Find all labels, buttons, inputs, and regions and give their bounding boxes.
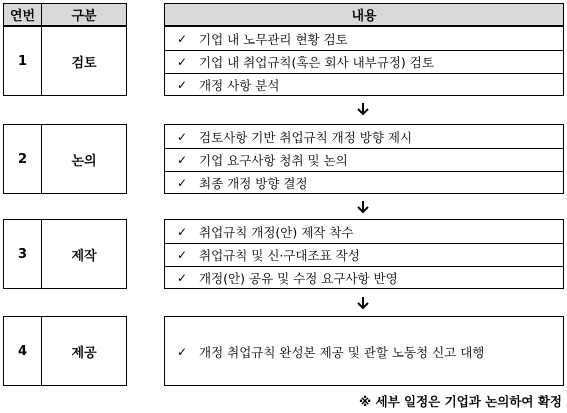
- check-icon: ✓: [177, 176, 188, 190]
- list-item: [165, 50, 563, 73]
- list-item: [165, 220, 563, 243]
- step-number: 1: [4, 27, 42, 95]
- step-2-left: [3, 124, 127, 194]
- table-header-right: [164, 3, 564, 26]
- step-number: 3: [4, 220, 42, 288]
- check-icon: ✓: [177, 55, 188, 69]
- step-number: 4: [4, 317, 42, 385]
- check-icon: ✓: [177, 248, 188, 262]
- list-item: [165, 340, 563, 363]
- check-icon: ✓: [177, 224, 188, 239]
- header-category: 구분: [42, 4, 126, 25]
- table-header-left: [3, 3, 127, 26]
- step-4-left: [3, 316, 127, 386]
- item-text: 기업 요구사항 청취 및 논의: [199, 153, 348, 168]
- step-category: 논의: [71, 153, 97, 169]
- footnote: ※ 세부 일정은 기업과 논의하여 확정: [359, 394, 562, 409]
- step-1-left: [3, 26, 127, 96]
- item-text: 개정 사항 분석: [199, 78, 280, 93]
- item-text: 기업 내 취업규칙(혹은 회사 내부규정) 검토: [199, 55, 434, 70]
- step-2-content: [164, 124, 564, 194]
- step-4-content: [164, 316, 564, 386]
- arrow-down-icon: [356, 200, 370, 214]
- list-item: [165, 148, 563, 171]
- list-item: [165, 171, 563, 194]
- item-text: 기업 내 노무관리 현황 검토: [199, 31, 348, 47]
- check-icon: ✓: [177, 344, 188, 359]
- list-item: [165, 73, 563, 96]
- step-number: 2: [4, 125, 42, 193]
- check-icon: ✓: [177, 129, 188, 144]
- list-item: [165, 125, 563, 148]
- header-content: 내용: [165, 4, 563, 25]
- list-item: [165, 266, 563, 289]
- step-1-content: [164, 26, 564, 96]
- check-icon: ✓: [177, 153, 188, 167]
- step-category: 제작: [71, 248, 97, 264]
- item-text: 개정(안) 공유 및 수정 요구사항 반영: [199, 271, 398, 286]
- check-icon: ✓: [177, 271, 188, 285]
- item-text: 검토사항 기반 취업규칙 개정 방향 제시: [199, 129, 413, 145]
- step-3-content: [164, 219, 564, 289]
- arrow-down-icon: [356, 102, 370, 116]
- check-icon: ✓: [177, 78, 188, 92]
- header-no: 연번: [4, 4, 42, 25]
- step-3-left: [3, 219, 127, 289]
- step-category: 제공: [71, 345, 97, 361]
- step-category: 검토: [71, 55, 97, 71]
- list-item: [165, 27, 563, 50]
- item-text: 개정 취업규칙 완성본 제공 및 관할 노동청 신고 대행: [199, 344, 485, 360]
- list-item: [165, 243, 563, 266]
- item-text: 취업규칙 및 신·구대조표 작성: [199, 248, 360, 263]
- arrow-down-icon: [356, 296, 370, 310]
- check-icon: ✓: [177, 31, 188, 46]
- item-text: 취업규칙 개정(안) 제작 착수: [199, 224, 354, 240]
- item-text: 최종 개정 방향 결정: [199, 176, 308, 191]
